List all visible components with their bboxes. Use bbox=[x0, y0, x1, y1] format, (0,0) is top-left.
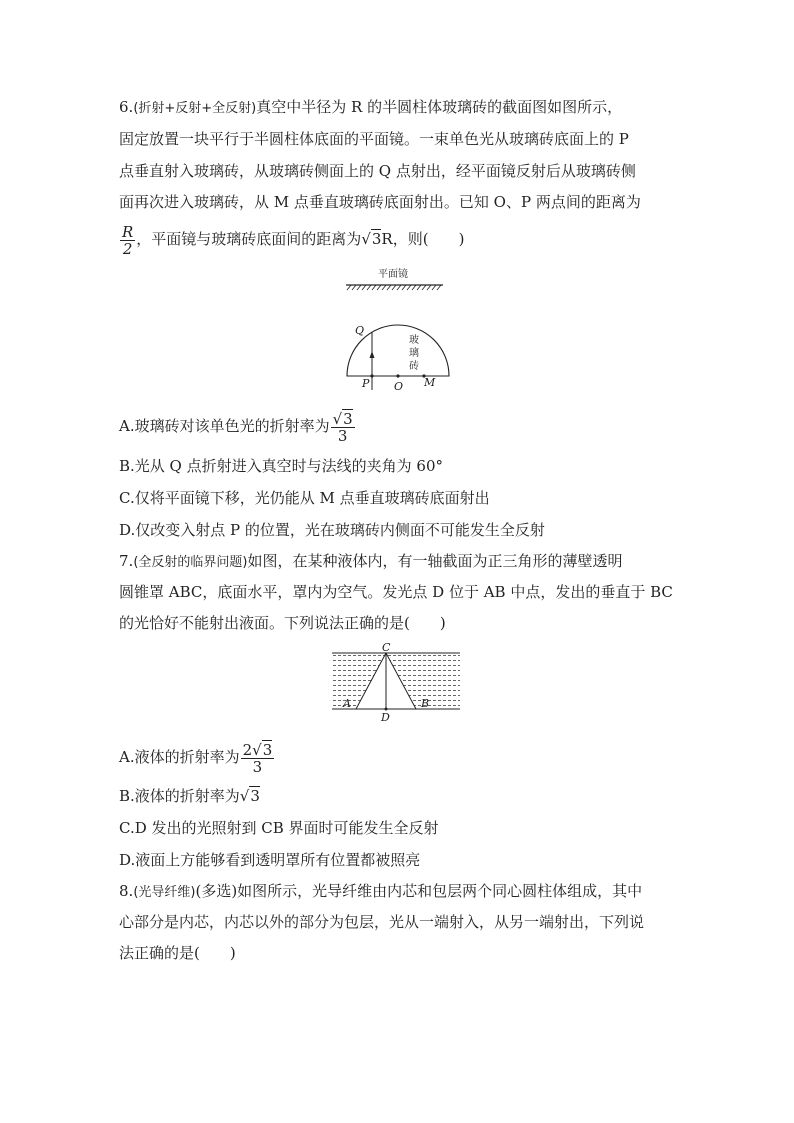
glass-label-2: 璃 bbox=[409, 348, 419, 359]
q7-tag: (全反射的临界问题) bbox=[133, 555, 248, 570]
q6-line-3: 点垂直射入玻璃砖，从玻璃砖侧面上的 Q 点射出，经平面镜反射后从玻璃砖侧 bbox=[119, 162, 636, 180]
q6-sqrt-3: 3 bbox=[371, 230, 382, 248]
q7-option-a-fraction: $\frac{2√3}{3}$ bbox=[242, 740, 273, 776]
q6-line-1 bbox=[119, 97, 622, 119]
label-d: D bbox=[381, 711, 390, 724]
q6-option-a-fraction: $\frac{√3}{3}$ bbox=[332, 409, 353, 445]
q6-option-c: C.仅将平面镜下移，光仍能从 M 点垂直玻璃砖底面射出 bbox=[119, 489, 490, 507]
q6-figure-semicircle bbox=[335, 266, 460, 394]
q6-line-2: 固定放置一块平行于半圆柱体底面的平面镜。一束单色光从玻璃砖底面上的 P bbox=[119, 130, 629, 148]
q8-line-1: 8.(光导纤维)(多选)如图所示，光导纤维由内芯和包层两个同心圆柱体组成，其中 bbox=[119, 882, 643, 900]
point-p-dot bbox=[370, 374, 373, 377]
mirror-label: 平面镜 bbox=[378, 269, 408, 280]
q6-line-4: 面再次进入玻璃砖，从 M 点垂直玻璃砖底面射出。已知 O、P 两点间的距离为 bbox=[119, 193, 641, 211]
q6-line-5: $\frac{R}{2}$ ，平面镜与玻璃砖底面间的距离为√3R，则( ) bbox=[122, 222, 465, 258]
q8-line-3: 法正确的是( ) bbox=[119, 944, 236, 962]
q8-number: 8. bbox=[119, 882, 134, 900]
q7-option-c: C.D 发出的光照射到 CB 界面时可能发生全反射 bbox=[119, 819, 439, 837]
q7-figure-cone bbox=[328, 643, 464, 725]
q7-option-a: A.液体的折射率为 $\frac{2√3}{3}$ bbox=[119, 740, 273, 776]
q7-line-3: 的光恰好不能射出液面。下列说法正确的是( ) bbox=[119, 614, 446, 632]
ray-arrow-icon bbox=[370, 351, 375, 358]
label-p: P bbox=[362, 377, 370, 390]
label-c: C bbox=[382, 643, 391, 654]
q7-line-2: 圆锥罩 ABC，底面水平，罩内为空气。发光点 D 位于 AB 中点，发出的垂直于 BC bbox=[119, 583, 673, 601]
q7-option-d: D.液面上方能够看到透明罩所有位置都被照亮 bbox=[119, 851, 421, 869]
q6-line-1-text: 真空中半径为 R 的半圆柱体玻璃砖的截面图如图所示， bbox=[256, 98, 623, 116]
label-a: A bbox=[343, 697, 351, 710]
q6-fraction-r-over-2: $\frac{R}{2}$ bbox=[122, 222, 134, 258]
q8-tag: (光导纤维) bbox=[133, 885, 196, 900]
point-o-dot bbox=[396, 374, 399, 377]
label-o: O bbox=[394, 380, 404, 393]
q8-line-2: 心部分是内芯，内芯以外的部分为包层，光从一端射入，从另一端射出，下列说 bbox=[119, 913, 645, 931]
q7-number: 7. bbox=[119, 552, 134, 570]
q6-sqrt-symbol: √ bbox=[361, 230, 371, 248]
mirror-hatching bbox=[347, 285, 441, 290]
q6-option-b: B.光从 Q 点折射进入真空时与法线的夹角为 60° bbox=[119, 457, 443, 475]
glass-label-3: 砖 bbox=[409, 361, 419, 372]
label-q: Q bbox=[355, 324, 365, 337]
q6-number: 6. bbox=[119, 98, 134, 116]
label-b: B bbox=[421, 697, 430, 710]
q6-option-d: D.仅改变入射点 P 的位置，光在玻璃砖内侧面不可能发生全反射 bbox=[119, 521, 545, 539]
label-m: M bbox=[424, 376, 436, 389]
q7-line-1: 7.(全反射的临界问题)如图，在某种液体内，有一轴截面为正三角形的薄壁透明 bbox=[119, 552, 623, 570]
q6-tag: (折射+反射+全反射) bbox=[133, 101, 257, 116]
glass-label-1: 玻 bbox=[409, 335, 419, 346]
q6-option-a: A.玻璃砖对该单色光的折射率为 $\frac{√3}{3}$ bbox=[119, 409, 353, 445]
q7-option-b: B.液体的折射率为√3 bbox=[119, 787, 260, 805]
